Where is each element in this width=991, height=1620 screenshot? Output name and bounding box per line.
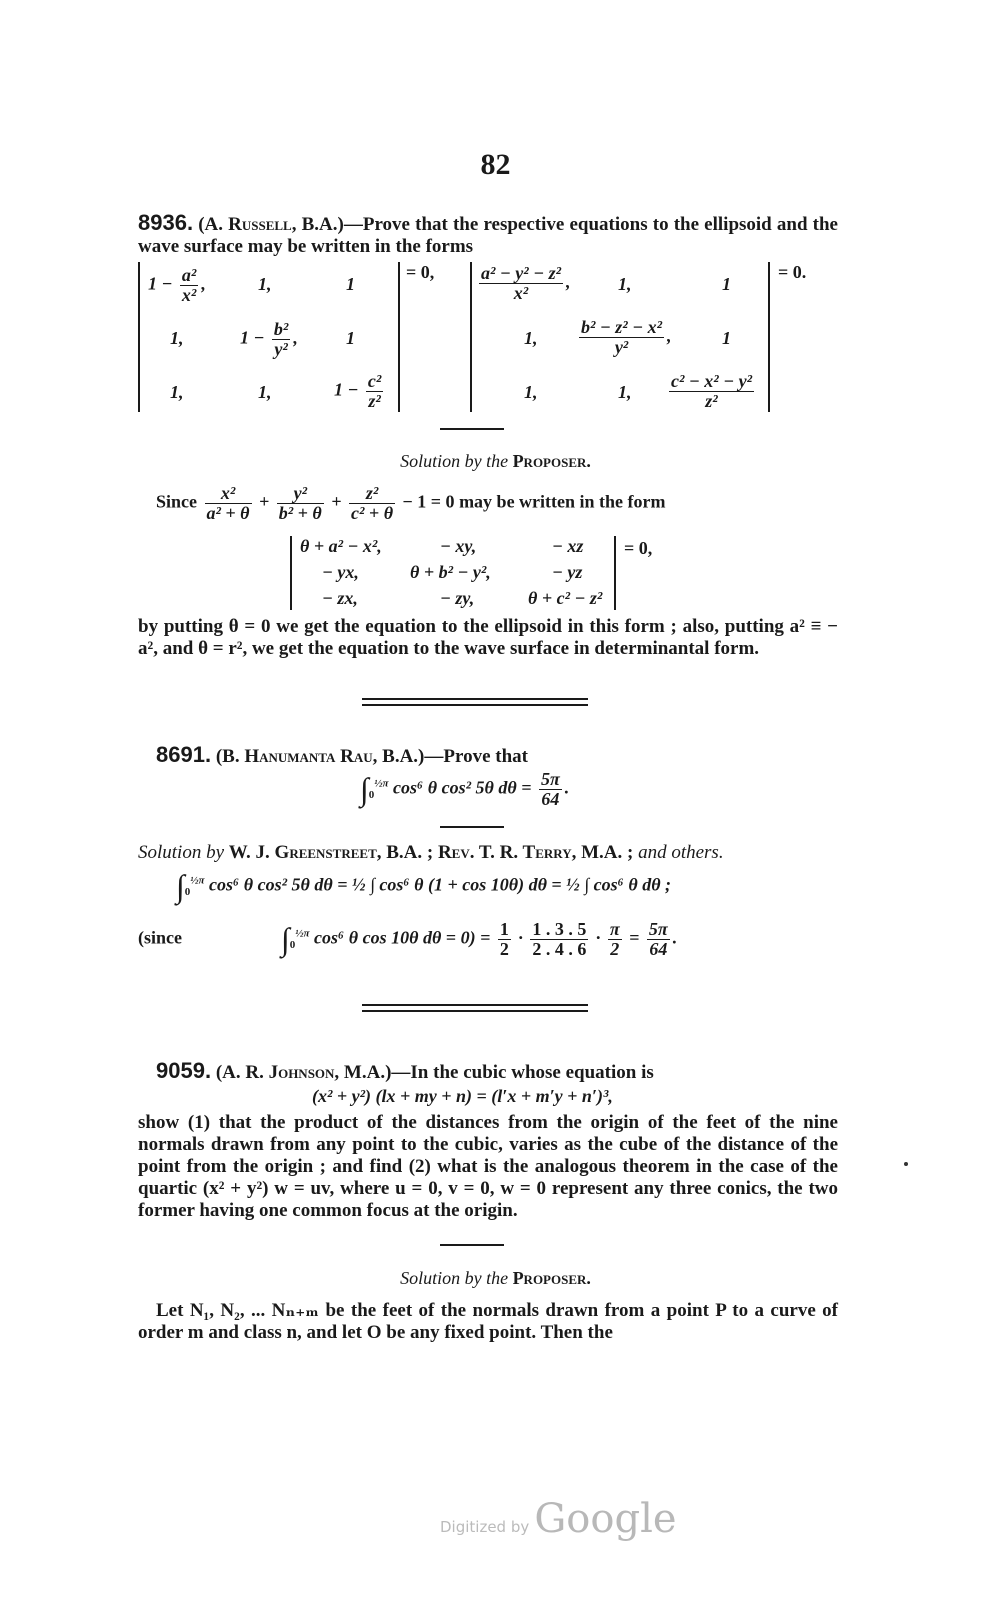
- solution-line2-8691: (since $\int_0^{\frac{1}{2}\pi}$ cos⁶ θ cos 10θ dθ = 0) = $\frac{1}{2}$ · $\frac{1 . 3 . 5}{2 . 4 . 6}$ · $\frac{\pi}{2}$ = $\frac{5\pi}{64}$ .: [138, 919, 678, 959]
- determinant-ellipsoid: 1 − $\frac{\text{a²}}{\text{x²}}$ , 1, 1 1, 1 − $\frac{\text{b²}}{\text{y²}}$ , 1 1, 1, 1 − $\frac{\text{c²}}{\text{z²}}$: [138, 262, 400, 412]
- digitized-watermark: Digitized by Google: [440, 1496, 677, 1542]
- solution-heading-8936: Solution by the Proposer.: [400, 451, 591, 471]
- question-author: (B. Hanumanta Rau, B.A.): [215, 746, 425, 767]
- question-8936: [138, 212, 838, 258]
- double-rule-1b: [362, 704, 588, 706]
- determinant-wave-surface: $\frac{\text{a² − y² − z²}}{\text{x²}}$ , 1, 1 1, $\frac{\text{b² − z² − x²}}{\text{y²}}$ , 1 1, 1, $\frac{\text{c² − x² − y²}}{\text{z²}}$: [470, 262, 770, 412]
- solution-heading-8691: Solution by W. J. Greenstreet, B.A. ; Rev. T. R. Terry, M.A. ; and others.: [138, 842, 724, 863]
- page-number: 82: [480, 148, 511, 181]
- det2-equals: = 0.: [778, 262, 807, 282]
- question-text: —Prove that: [424, 746, 528, 767]
- equation-since: Since $\frac{\text{x²}}{\text{a² + θ}}$ + $\frac{\text{y²}}{\text{b² + θ}}$ + $\frac{\text{z²}}{\text{c² + θ}}$ − 1 = 0 may be written in the form: [156, 483, 666, 523]
- solution-heading-9059: Solution by the Proposer.: [400, 1268, 591, 1288]
- question-text: —Prove that the respective equations to the ellipsoid and the wave surface may be written in the forms: [138, 214, 838, 257]
- cubic-equation: (x² + y²) (lx + my + n) = (l′x + m′y + n′)³,: [312, 1086, 613, 1106]
- question-number: 8936.: [138, 210, 194, 235]
- question-text: —In the cubic whose equation is: [391, 1062, 654, 1083]
- separator-short: [440, 428, 504, 430]
- question-author: (A. Russell, B.A.): [198, 214, 344, 235]
- question-9059: [138, 1060, 838, 1084]
- question-8691: [138, 744, 838, 768]
- determinant-theta: θ + a² − x², − xy, − xz − yx, θ + b² − y², − yz − zx, − zy, θ + c² − z²: [290, 536, 616, 610]
- conclusion-8936: by putting θ = 0 we get the equation to the ellipsoid in this form ; also, putting a² ≡ − a², and θ = r², we get the equation to the wave surface in determinantal form.: [138, 616, 838, 659]
- det3-equals: = 0,: [624, 538, 653, 558]
- integral-8691: $\int_0^{\frac{1}{2}\pi}$ cos⁶ θ cos² 5θ dθ = $\frac{5\pi}{64}$ .: [360, 769, 570, 809]
- det1-equals: = 0,: [406, 262, 435, 282]
- solution-line1-8691: $\int_0^{\frac{1}{2}\pi}$ cos⁶ θ cos² 5θ dθ = ½ ∫ cos⁶ θ (1 + cos 10θ) dθ = ½ ∫ cos⁶ θ dθ ;: [176, 868, 672, 904]
- question-number: 9059.: [156, 1058, 212, 1083]
- speck: [904, 1162, 908, 1166]
- double-rule-2a: [362, 1004, 588, 1006]
- double-rule-2b: [362, 1010, 588, 1012]
- question-author: (A. R. Johnson, M.A.): [215, 1062, 392, 1083]
- double-rule-1a: [362, 698, 588, 700]
- solution-text-9059: Let N₁, N₂, ... Nₙ₊ₘ be the feet of the normals drawn from a point P to a curve of order m and class n, and let O be any fixed point. Then the: [138, 1300, 838, 1343]
- question-number: 8691.: [156, 742, 212, 767]
- google-logo: Google: [534, 1496, 677, 1542]
- separator-short: [440, 826, 504, 828]
- separator-short: [440, 1244, 504, 1246]
- question-9059-body: show (1) that the product of the distances from the origin of the feet of the nine normals drawn from any point to the cubic, varies as the cube of the distance of the point from the origin ; and find (2) what is the analogous theorem in the case of the quartic (x² + y²) w = uv, where u = 0, v = 0, w = 0 represent any three conics, the two former having one common focus at the origin.: [138, 1112, 838, 1221]
